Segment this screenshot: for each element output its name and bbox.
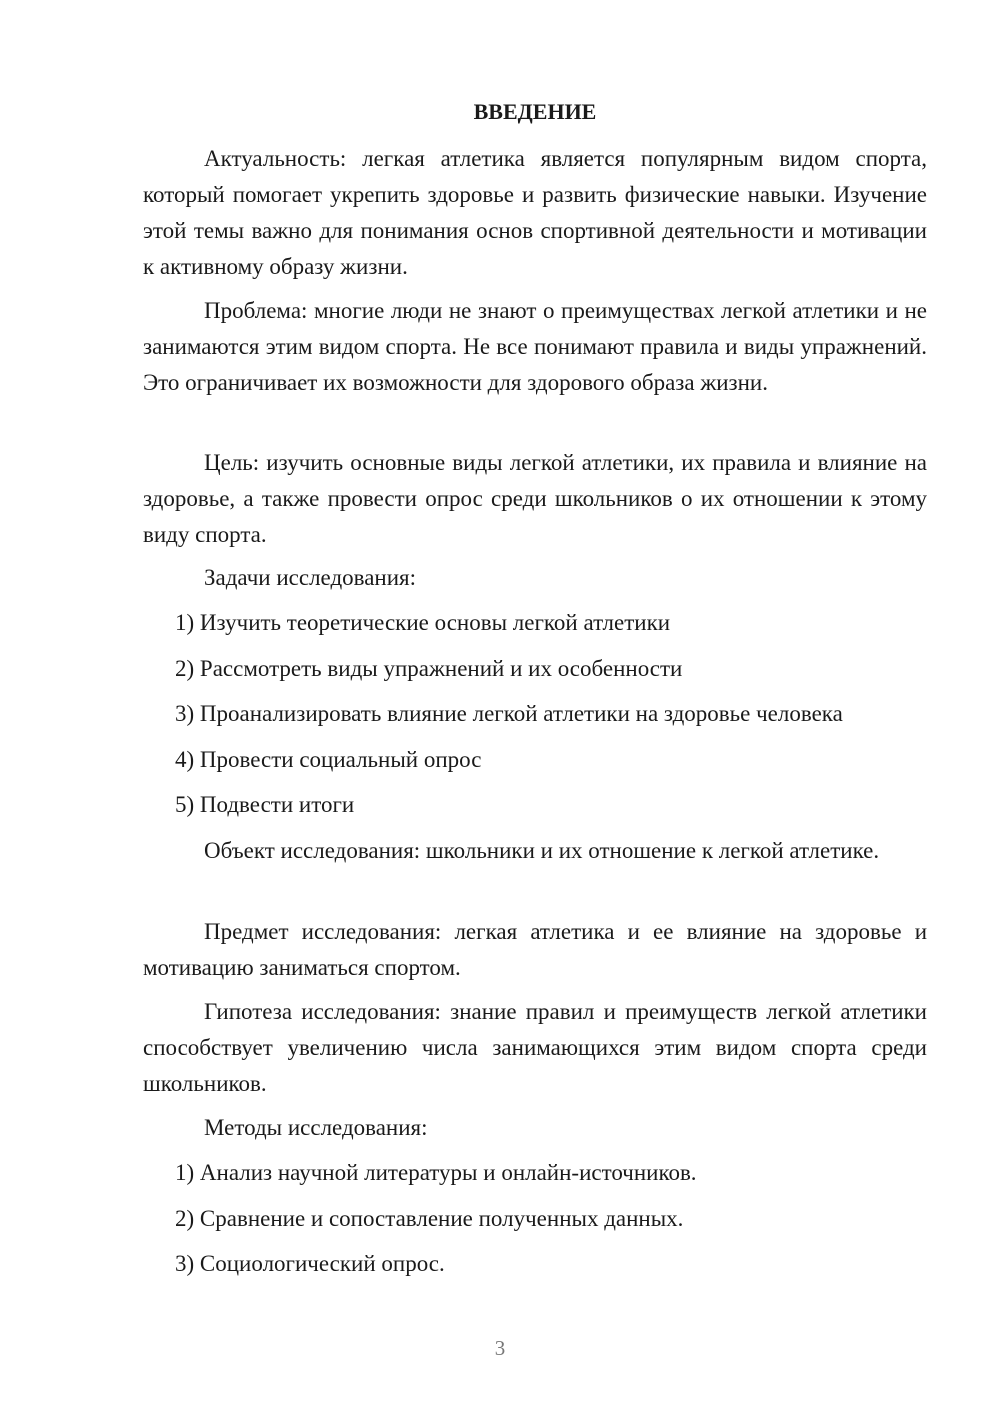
task-item: 4) Провести социальный опрос <box>175 747 482 772</box>
problem-paragraph: Проблема: многие люди не знают о преимуществах легкой атлетики и не занимаются этим видом спорта. Не все понимают правила и виды упражнений. Это ограничивает их возможности для здорового образа жизни. <box>143 298 927 395</box>
task-item: 1) Изучить теоретические основы легкой атлетики <box>175 610 671 635</box>
page-title: ВВЕДЕНИЕ <box>473 99 597 124</box>
object-paragraph: Объект исследования: школьники и их отношение к легкой атлетике. <box>204 838 880 863</box>
task-item: 3) Проанализировать влияние легкой атлетики на здоровье человека <box>175 701 843 726</box>
methods-heading: Методы исследования: <box>204 1115 428 1140</box>
task-item: 2) Рассмотреть виды упражнений и их особенности <box>175 656 683 681</box>
subject-paragraph: Предмет исследования: легкая атлетика и ее влияние на здоровье и мотивацию заниматься спортом. <box>143 919 927 980</box>
relevance-paragraph: Актуальность: легкая атлетика является популярным видом спорта, который помогает укрепить здоровье и развить физические навыки. Изучение этой темы важно для понимания основ спортивной деятельности и мотивации к активному образу жизни. <box>143 146 927 279</box>
task-item: 5) Подвести итоги <box>175 792 355 817</box>
page-number: 3 <box>494 1336 506 1360</box>
method-item: 1) Анализ научной литературы и онлайн-источников. <box>175 1160 697 1185</box>
goal-paragraph: Цель: изучить основные виды легкой атлетики, их правила и влияние на здоровье, а также провести опрос среди школьников о их отношении к этому виду спорта. <box>143 450 927 547</box>
method-item: 3) Социологический опрос. <box>175 1251 445 1276</box>
method-item: 2) Сравнение и сопоставление полученных данных. <box>175 1206 684 1231</box>
hypothesis-paragraph: Гипотеза исследования: знание правил и преимуществ легкой атлетики способствует увеличению числа занимающихся этим видом спорта среди школьников. <box>143 999 927 1096</box>
tasks-heading: Задачи исследования: <box>204 565 417 590</box>
